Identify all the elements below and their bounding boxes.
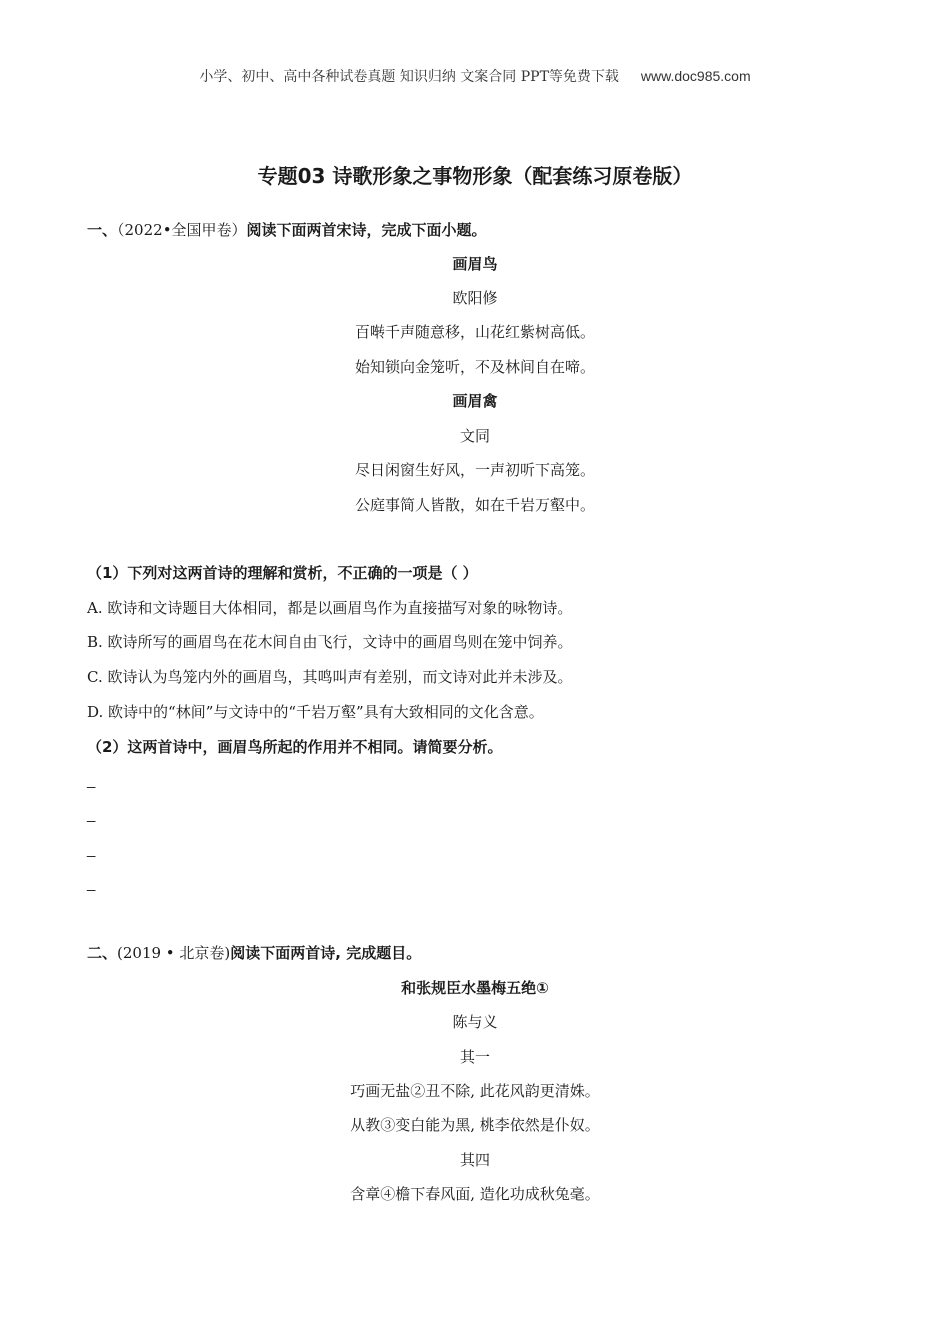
header-url[interactable]: www.doc985.com (640, 68, 751, 84)
q2-instruction: 阅读下面两首诗, 完成题目。 (230, 944, 422, 962)
header-text: 小学、初中、高中各种试卷真题 知识归纳 文案合同 PPT等免费下载 (199, 69, 619, 85)
q2-part1-label: 其一 (459, 1048, 490, 1066)
option-b: B. 欧诗所写的画眉鸟在花木间自由飞行，文诗中的画眉鸟则在笼中饲养。 (87, 633, 573, 651)
q2-part2-label: 其四 (459, 1151, 490, 1169)
answer-blank: _ (87, 841, 96, 858)
q2-poem-author: 陈与义 (452, 1013, 498, 1031)
poem2-author: 文同 (459, 427, 490, 445)
option-a: A. 欧诗和文诗题目大体相同，都是以画眉鸟作为直接描写对象的咏物诗。 (87, 599, 573, 617)
poem1-line: 百啭千声随意移，山花红紫树高低。 (354, 323, 595, 341)
answer-blank: _ (87, 806, 96, 823)
poem1-line: 始知锁向金笼听，不及林间自在啼。 (354, 358, 595, 376)
page-header (0, 66, 950, 86)
q2-poem-line: 巧画无盐②丑不除, 此花风韵更清姝。 (350, 1082, 600, 1100)
q2-heading (87, 942, 421, 963)
q1-number: 一、 (87, 221, 118, 239)
answer-blank: _ (87, 875, 96, 892)
option-c: C. 欧诗认为鸟笼内外的画眉鸟，其鸣叫声有差别，而文诗对此并未涉及。 (87, 668, 573, 686)
q2-poem-line: 含章④檐下春风面, 造化功成秋兔毫。 (350, 1185, 600, 1203)
poem1-title: 画眉鸟 (452, 255, 498, 273)
poem1-author: 欧阳修 (452, 289, 498, 307)
q2-poem-line: 从教③变白能为黑, 桃李依然是仆奴。 (350, 1116, 600, 1134)
q2-source: (2019 • 北京卷) (117, 944, 231, 962)
option-d: D. 欧诗中的“林间”与文诗中的“千岩万壑”具有大致相同的文化含意。 (87, 703, 544, 721)
q1-source: （2022•全国甲卷） (117, 221, 247, 239)
poem2-title: 画眉禽 (452, 392, 498, 410)
answer-blank: _ (87, 772, 96, 789)
poem2-line: 公庭事简人皆散，如在千岩万壑中。 (354, 496, 595, 514)
q1-sub2: （2）这两首诗中，画眉鸟所起的作用并不相同。请简要分析。 (87, 738, 503, 756)
poem2-line: 尽日闲窗生好风，一声初听下高笼。 (354, 461, 595, 479)
q2-number: 二、 (87, 944, 118, 962)
q1-instruction: 阅读下面两首宋诗，完成下面小题。 (246, 221, 487, 239)
q2-poem-title: 和张规臣水墨梅五绝① (401, 979, 549, 997)
q1-sub1: （1）下列对这两首诗的理解和赏析，不正确的一项是（ ） (87, 564, 478, 582)
q1-heading (87, 219, 487, 240)
document-title: 专题03 诗歌形象之事物形象（配套练习原卷版） (257, 164, 693, 188)
